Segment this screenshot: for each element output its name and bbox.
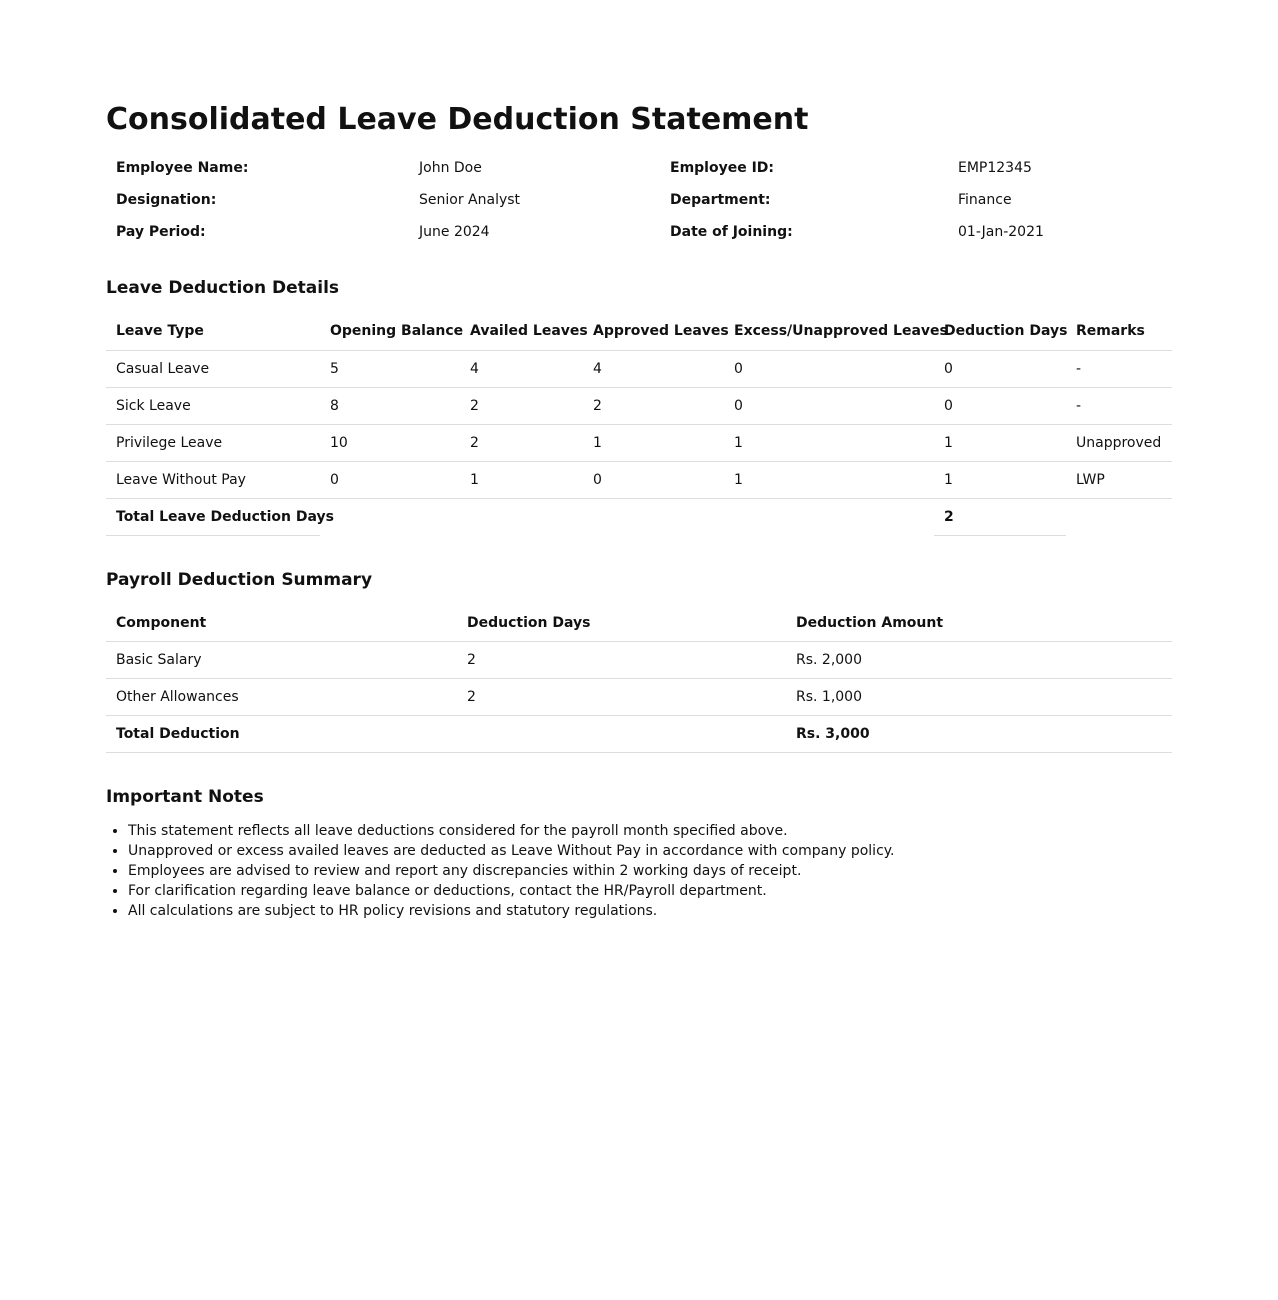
list-item: • All calculations are subject to HR policy revisions and statutory regulations. [128, 901, 1172, 921]
table-cell: 0 [934, 350, 1066, 387]
column-header: Deduction Days [457, 605, 786, 642]
table-cell: Unapproved [1066, 424, 1172, 461]
table-cell: Rs. 1,000 [786, 679, 1172, 716]
department-value: Finance [958, 192, 1012, 208]
date-of-joining-value: 01-Jan-2021 [958, 224, 1044, 240]
department-label: Department: [670, 192, 771, 208]
table-cell: - [1066, 350, 1172, 387]
table-cell: 2 [457, 679, 786, 716]
payroll-deduction-table [106, 605, 1172, 754]
table-cell: Other Allowances [106, 679, 457, 716]
employee-id-value: EMP12345 [958, 160, 1032, 176]
employee-id-label: Employee ID: [670, 160, 775, 176]
pay-period-value: June 2024 [419, 224, 490, 240]
table-cell: 8 [320, 387, 460, 424]
column-header: Opening Balance [320, 313, 460, 350]
empty-cell [457, 716, 786, 753]
total-leave-deduction-label: Total Leave Deduction Days [106, 498, 320, 535]
table-cell: 1 [583, 424, 724, 461]
empty-cell [1066, 498, 1172, 535]
column-header: Component [106, 605, 457, 642]
empty-cell [320, 498, 460, 535]
table-cell: Privilege Leave [106, 424, 320, 461]
table-cell: Sick Leave [106, 387, 320, 424]
employee-name-label: Employee Name: [116, 160, 249, 176]
table-row [106, 387, 1172, 424]
table-cell: 0 [724, 350, 934, 387]
table-cell: 1 [934, 461, 1066, 498]
column-header: Excess/Unapproved Leaves [724, 313, 934, 350]
table-row [106, 350, 1172, 387]
empty-cell [460, 498, 583, 535]
total-row [106, 498, 1172, 535]
column-header: Deduction Amount [786, 605, 1172, 642]
table-cell: 0 [583, 461, 724, 498]
total-deduction-value: Rs. 3,000 [786, 716, 1172, 753]
table-cell: - [1066, 387, 1172, 424]
table-row [106, 461, 1172, 498]
employee-info-row [106, 216, 1172, 248]
employee-info-row [106, 184, 1172, 216]
list-item: • Employees are advised to review and report any discrepancies within 2 working days of receipt. [128, 861, 1172, 881]
table-row [106, 642, 1172, 679]
date-of-joining-label: Date of Joining: [670, 224, 793, 240]
table-cell: 4 [460, 350, 583, 387]
table-cell: Leave Without Pay [106, 461, 320, 498]
table-cell: 10 [320, 424, 460, 461]
table-cell: 1 [724, 424, 934, 461]
table-cell: 2 [457, 642, 786, 679]
list-item: • For clarification regarding leave balance or deductions, contact the HR/Payroll department. [128, 881, 1172, 901]
table-row [106, 424, 1172, 461]
table-row [106, 679, 1172, 716]
table-header-row [106, 313, 1172, 350]
column-header: Leave Type [106, 313, 320, 350]
column-header: Availed Leaves [460, 313, 583, 350]
leave-deduction-table [106, 313, 1172, 536]
table-cell: 1 [460, 461, 583, 498]
leave-section-title: Leave Deduction Details [106, 278, 340, 298]
table-cell: Basic Salary [106, 642, 457, 679]
column-header: Remarks [1066, 313, 1172, 350]
employee-name-value: John Doe [419, 160, 482, 176]
table-cell: 1 [724, 461, 934, 498]
table-cell: LWP [1066, 461, 1172, 498]
table-cell: 0 [320, 461, 460, 498]
table-cell: 0 [724, 387, 934, 424]
table-cell: Rs. 2,000 [786, 642, 1172, 679]
list-item: • This statement reflects all leave deductions considered for the payroll month specified above. [128, 821, 1172, 841]
notes-section-title: Important Notes [106, 787, 264, 807]
column-header: Approved Leaves [583, 313, 724, 350]
table-cell: 0 [934, 387, 1066, 424]
designation-value: Senior Analyst [419, 192, 521, 208]
page-title: Consolidated Leave Deduction Statement [106, 102, 809, 137]
notes-list [106, 821, 1172, 921]
designation-label: Designation: [116, 192, 217, 208]
table-cell: 5 [320, 350, 460, 387]
employee-info-row [106, 152, 1172, 184]
statement-page [106, 100, 1172, 921]
total-deduction-label: Total Deduction [106, 716, 457, 753]
table-cell: 4 [583, 350, 724, 387]
total-row [106, 716, 1172, 753]
table-cell: 1 [934, 424, 1066, 461]
table-cell: 2 [460, 387, 583, 424]
table-cell: 2 [460, 424, 583, 461]
table-header-row [106, 605, 1172, 642]
table-cell: 2 [583, 387, 724, 424]
empty-cell [583, 498, 724, 535]
pay-period-label: Pay Period: [116, 224, 206, 240]
employee-info-grid [106, 152, 1172, 248]
payroll-section-title: Payroll Deduction Summary [106, 569, 373, 590]
table-cell: Casual Leave [106, 350, 320, 387]
total-leave-deduction-value: 2 [934, 498, 1066, 535]
column-header: Deduction Days [934, 313, 1066, 350]
empty-cell [724, 498, 934, 535]
list-item: • Unapproved or excess availed leaves are deducted as Leave Without Pay in accordance with company policy. [128, 841, 1172, 861]
